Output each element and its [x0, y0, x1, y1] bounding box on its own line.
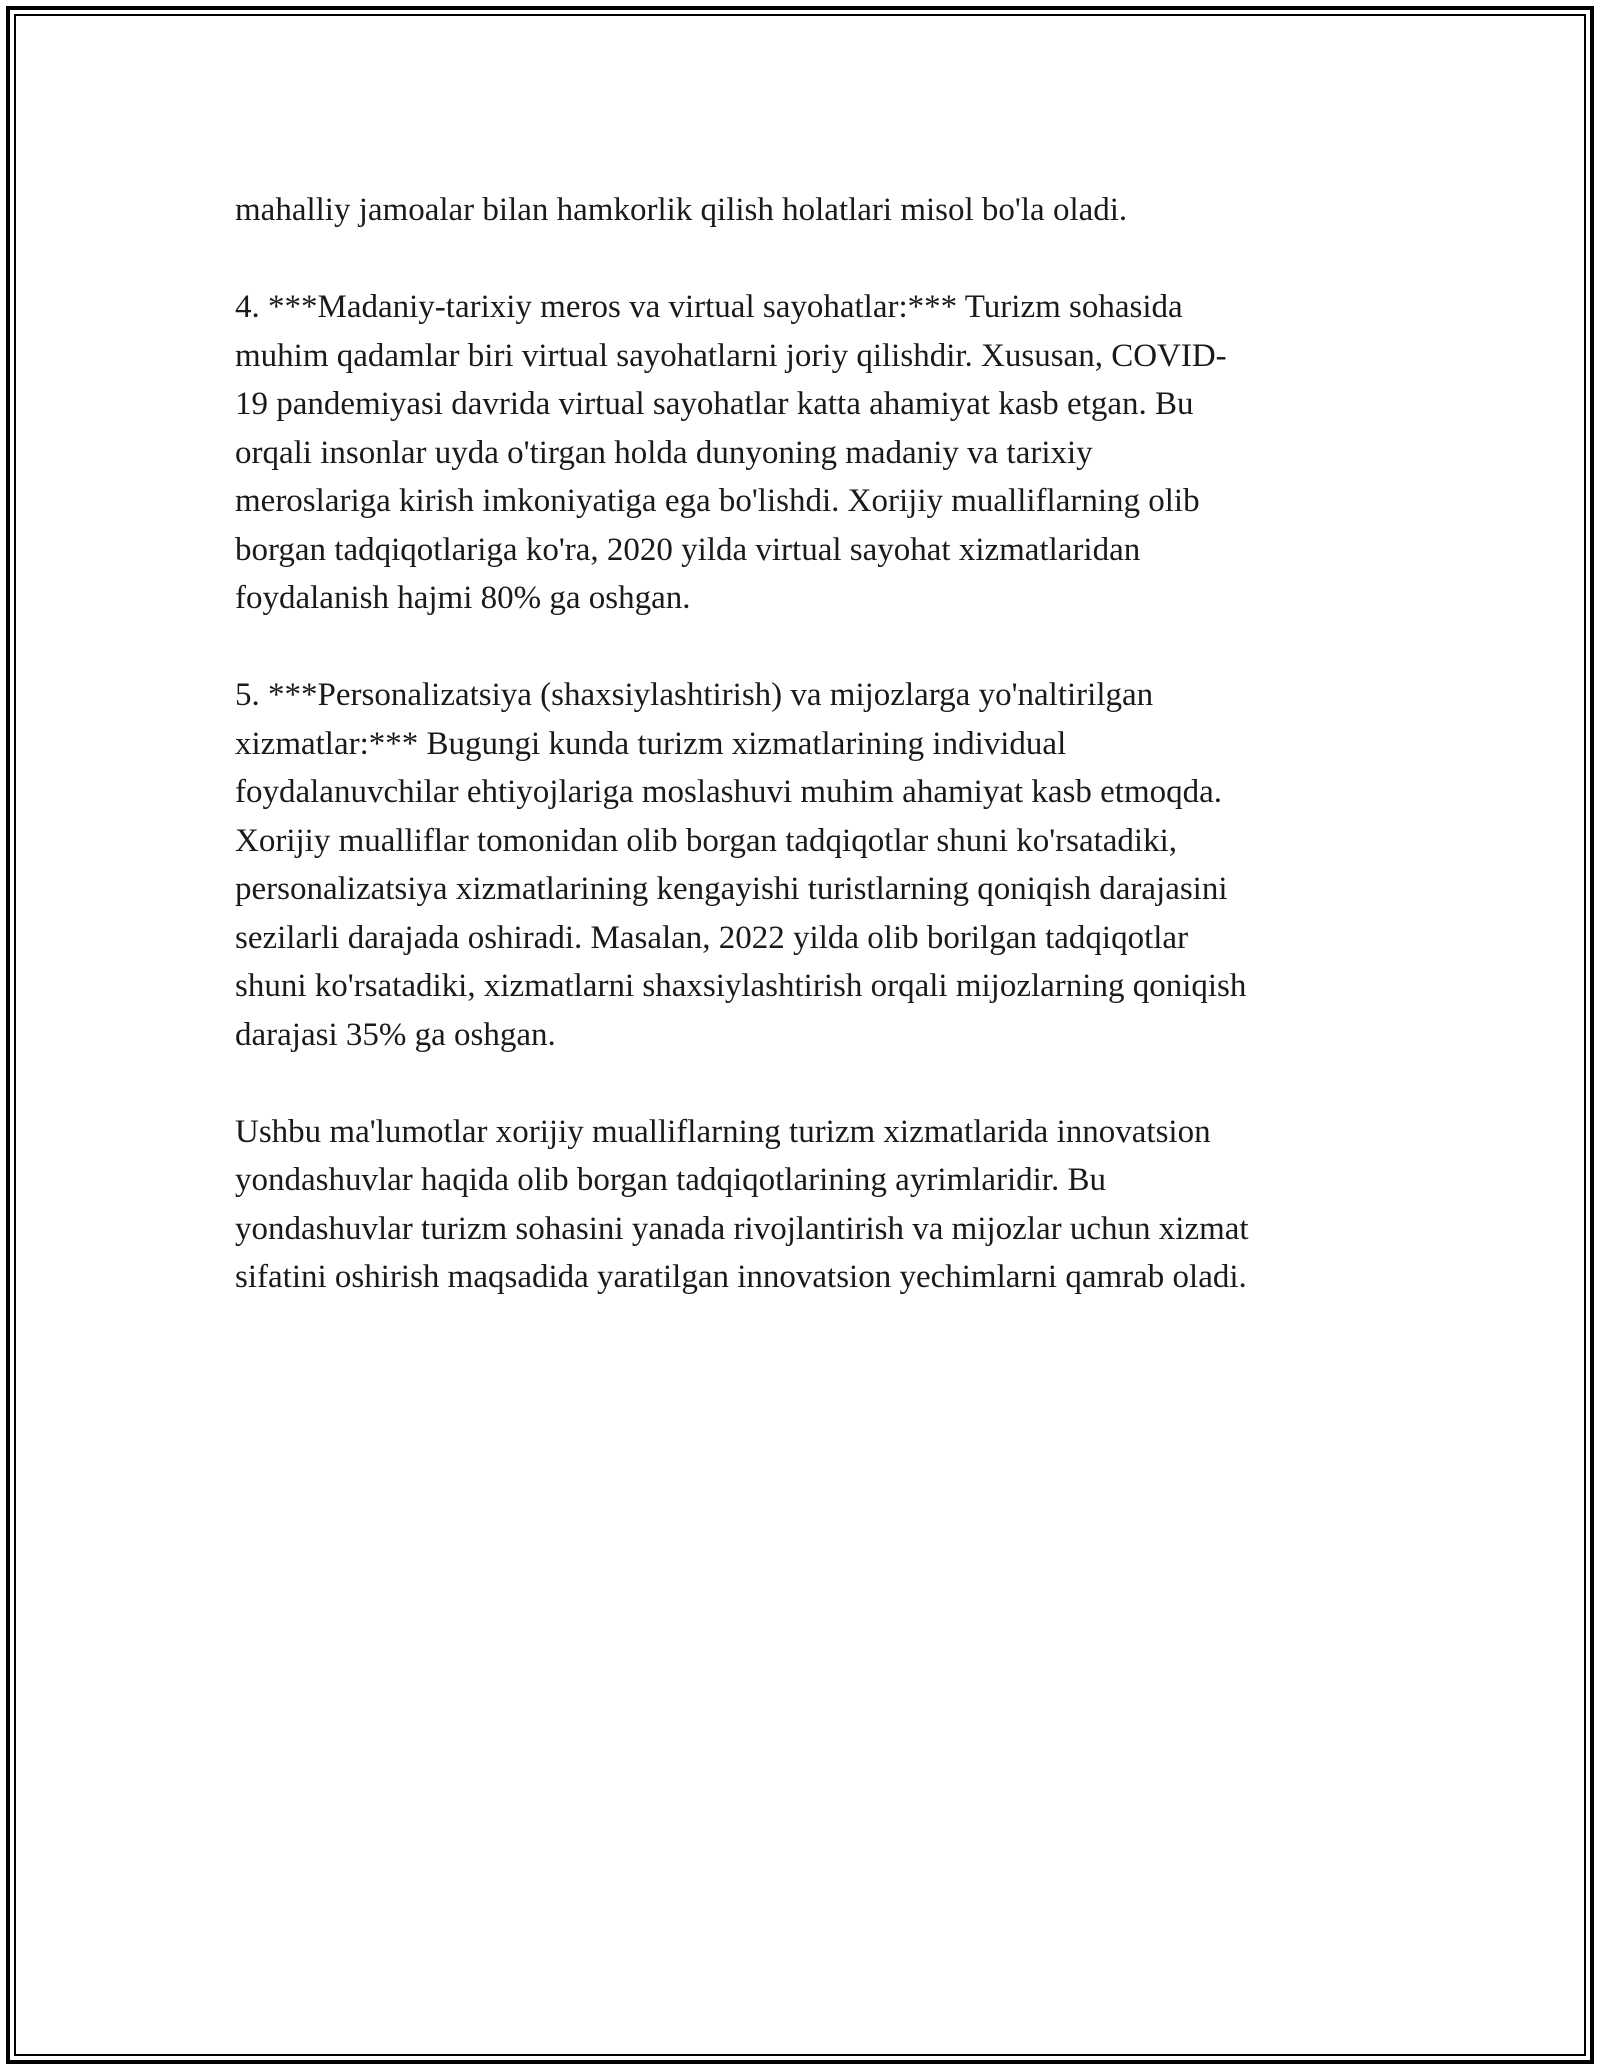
- text-line: sifatini oshirish maqsadida yaratilgan innovatsion yechimlarni qamrab oladi.: [235, 1259, 1247, 1295]
- text-line: foydalanish hajmi 80% ga oshgan.: [235, 580, 691, 616]
- paragraph-conclusion: [235, 1108, 1370, 1302]
- text-line: shuni ko'rsatadiki, xizmatlarni shaxsiylashtirish orqali mijozlarning qoniqish: [235, 968, 1247, 1004]
- text-line: sezilarli darajada oshiradi. Masalan, 2022 yilda olib borilgan tadqiqotlar: [235, 919, 1189, 956]
- paragraph-item-5: [235, 671, 1370, 1059]
- text-line: foydalanuvchilar ehtiyojlariga moslashuvi muhim ahamiyat kasb etmoqda.: [235, 774, 1223, 810]
- text-line: meroslariga kirish imkoniyatiga ega bo'lishdi. Xorijiy mualliflarning olib: [235, 483, 1200, 519]
- text-line: borgan tadqiqotlariga ko'ra, 2020 yilda virtual sayohat xizmatlaridan: [235, 531, 1141, 568]
- text-line: xizmatlar:*** Bugungi kunda turizm xizmatlarining individual: [235, 725, 1067, 762]
- text-line: yondashuvlar haqida olib borgan tadqiqotlarining ayrimlaridir. Bu: [235, 1162, 1106, 1198]
- text-line: darajasi 35% ga oshgan.: [235, 1016, 556, 1053]
- paragraph-intro-fragment: [235, 186, 1370, 235]
- text-line: mahalliy jamoalar bilan hamkorlik qilish holatlari misol bo'la oladi.: [235, 192, 1128, 228]
- text-line: yondashuvlar turizm sohasini yanada rivojlantirish va mijozlar uchun xizmat: [235, 1210, 1249, 1247]
- text-line: muhim qadamlar biri virtual sayohatlarni joriy qilishdir. Xususan, COVID-: [235, 337, 1227, 374]
- text-line: Ushbu ma'lumotlar xorijiy mualliflarning turizm xizmatlarida innovatsion: [235, 1113, 1211, 1150]
- document-body: [235, 186, 1370, 1350]
- text-line: orqali insonlar uyda o'tirgan holda dunyoning madaniy va tarixiy: [235, 434, 1093, 471]
- text-line: Xorijiy mualliflar tomonidan olib borgan tadqiqotlar shuni ko'rsatadiki,: [235, 822, 1178, 859]
- text-line: 5. ***Personalizatsiya (shaxsiylashtirish) va mijozlarga yo'naltirilgan: [235, 677, 1154, 713]
- paragraph-item-4: [235, 283, 1370, 623]
- text-line: 19 pandemiyasi davrida virtual sayohatlar katta ahamiyat kasb etgan. Bu: [235, 386, 1194, 422]
- text-line: personalizatsiya xizmatlarining kengayishi turistlarning qoniqish darajasini: [235, 871, 1228, 907]
- text-line: 4. ***Madaniy-tarixiy meros va virtual sayohatlar:*** Turizm sohasida: [235, 289, 1183, 325]
